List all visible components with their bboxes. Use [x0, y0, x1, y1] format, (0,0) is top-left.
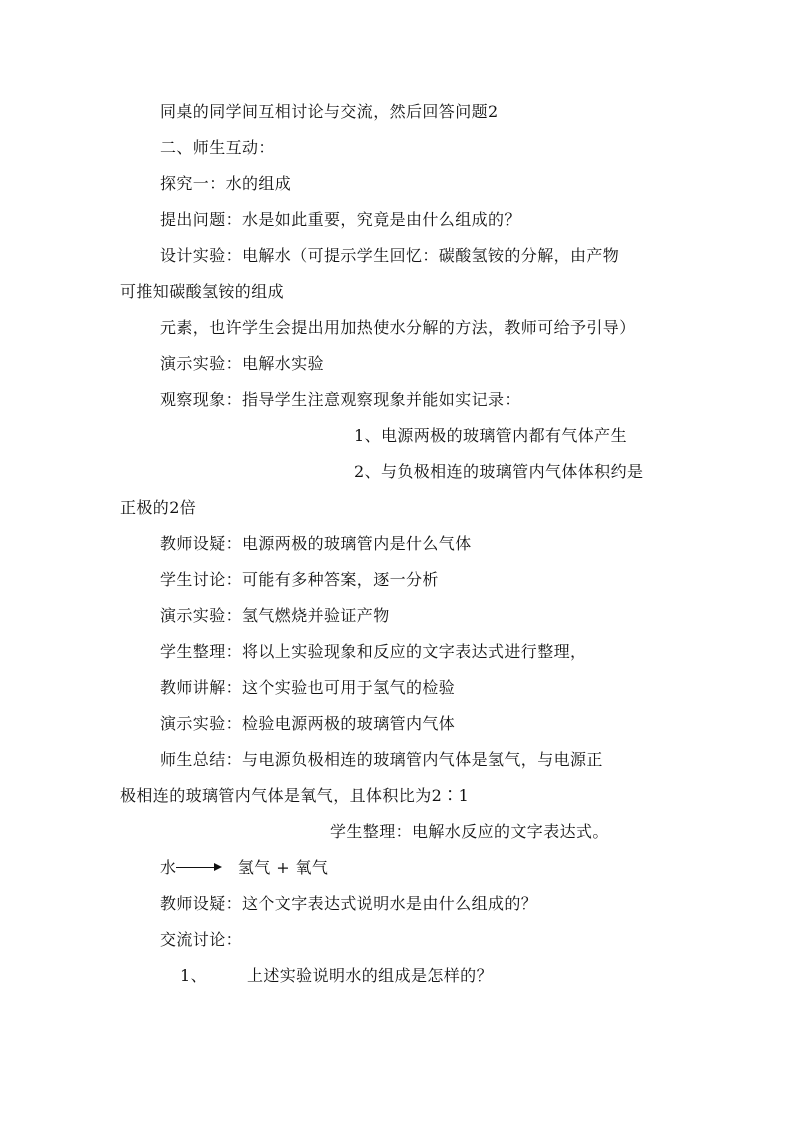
paragraph-line: 可推知碳酸氢铵的组成 — [120, 282, 285, 301]
paragraph-line: 教师设疑：这个文字表达式说明水是由什么组成的？ — [160, 894, 538, 913]
paragraph-line: 教师设疑：电源两极的玻璃管内是什么气体 — [160, 534, 472, 553]
question-number: 1、 — [180, 966, 207, 985]
paragraph-line: 同桌的同学间互相讨论与交流，然后回答问题2 — [160, 102, 499, 121]
question-text: 上述实验说明水的组成是怎样的？ — [246, 966, 493, 985]
observation-item: 1、电源两极的玻璃管内都有气体产生 — [354, 426, 627, 445]
numbered-question — [180, 966, 493, 986]
equation-reactant: 水 — [160, 858, 177, 877]
paragraph-line: 设计实验：电解水（可提示学生回忆：碳酸氢铵的分解，由产物 — [160, 246, 620, 265]
section-heading: 二、师生互动： — [160, 138, 275, 157]
equation-products: 氢气 + 氧气 — [237, 858, 329, 877]
paragraph-line: 极相连的玻璃管内气体是氧气，且体积比为2∶1 — [120, 786, 470, 805]
paragraph-line: 学生讨论：可能有多种答案，逐一分析 — [160, 570, 439, 589]
paragraph-line: 元素，也许学生会提出用加热使水分解的方法，教师可给予引导） — [160, 318, 636, 337]
paragraph-line: 提出问题：水是如此重要，究竟是由什么组成的？ — [160, 210, 521, 229]
paragraph-line: 演示实验：检验电源两极的玻璃管内气体 — [160, 714, 456, 733]
paragraph-line: 教师讲解：这个实验也可用于氢气的检验 — [160, 678, 456, 697]
paragraph-line: 学生整理：将以上实验现象和反应的文字表达式进行整理， — [160, 642, 587, 661]
paragraph-line: 观察现象：指导学生注意观察现象并能如实记录： — [160, 390, 521, 409]
reaction-arrow-icon — [176, 867, 216, 869]
paragraph-line: 学生整理：电解水反应的文字表达式。 — [330, 822, 609, 841]
paragraph-line: 交流讨论： — [160, 930, 243, 949]
paragraph-line: 演示实验：电解水实验 — [160, 354, 325, 373]
word-equation — [160, 858, 328, 878]
paragraph-line: 正极的2倍 — [120, 498, 197, 517]
paragraph-line: 演示实验：氢气燃烧并验证产物 — [160, 606, 390, 625]
subsection-heading: 探究一：水的组成 — [160, 174, 292, 193]
observation-item: 2、与负极相连的玻璃管内气体体积约是 — [354, 462, 644, 481]
paragraph-line: 师生总结：与电源负极相连的玻璃管内气体是氢气，与电源正 — [160, 750, 603, 769]
